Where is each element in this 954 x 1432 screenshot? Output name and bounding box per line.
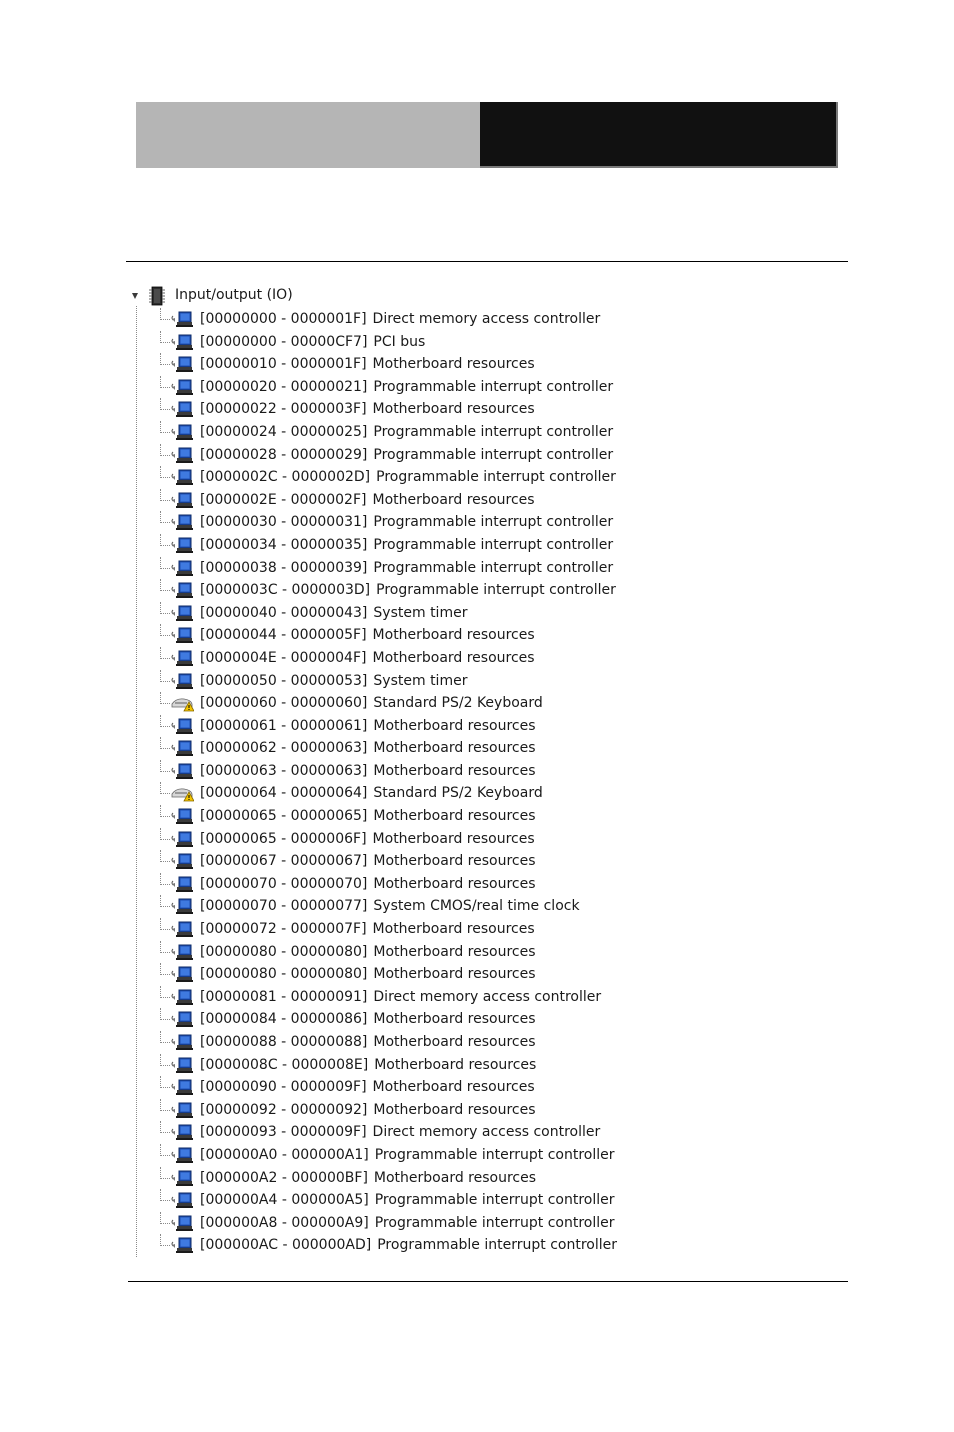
io-range: [00000065 - 00000065] bbox=[200, 808, 368, 825]
tree-branch-line bbox=[160, 364, 170, 365]
tree-branch-line bbox=[160, 477, 170, 478]
tree-branch-line bbox=[160, 1178, 170, 1179]
tree-branch-line bbox=[160, 997, 170, 998]
tree-branch-line bbox=[160, 906, 170, 907]
device-description: System timer bbox=[373, 604, 468, 621]
system-device-icon bbox=[170, 943, 194, 961]
system-device-icon bbox=[170, 559, 194, 577]
io-range: [00000000 - 00000CF7] bbox=[200, 333, 368, 350]
tree-item[interactable] bbox=[128, 963, 848, 986]
io-range-label bbox=[200, 1192, 614, 1208]
io-range: [0000002E - 0000002F] bbox=[200, 491, 367, 508]
io-range: [00000064 - 00000064] bbox=[200, 785, 368, 802]
io-range: [00000067 - 00000067] bbox=[200, 853, 368, 870]
device-description: Programmable interrupt controller bbox=[373, 536, 614, 553]
device-description: Programmable interrupt controller bbox=[373, 514, 614, 531]
io-range-label bbox=[200, 424, 613, 440]
device-description: Motherboard resources bbox=[372, 921, 535, 938]
io-range: [00000072 - 0000007F] bbox=[200, 921, 367, 938]
system-device-icon bbox=[170, 1101, 194, 1119]
tree-item[interactable] bbox=[128, 624, 848, 647]
io-range: [00000063 - 00000063] bbox=[200, 762, 368, 779]
tree-item[interactable] bbox=[128, 331, 848, 354]
tree-branch-line bbox=[160, 1223, 170, 1224]
io-range-label bbox=[200, 740, 536, 756]
system-device-icon bbox=[170, 378, 194, 396]
tree-branch-line bbox=[160, 1019, 170, 1020]
tree-item[interactable] bbox=[128, 534, 848, 557]
system-device-icon bbox=[170, 988, 194, 1006]
io-range-label bbox=[200, 447, 613, 463]
tree-branch-line bbox=[160, 545, 170, 546]
tree-branch-line bbox=[160, 884, 170, 885]
io-range-label bbox=[200, 1170, 536, 1186]
device-description: Motherboard resources bbox=[372, 1079, 535, 1096]
tree-item[interactable] bbox=[128, 1212, 848, 1235]
io-range: [00000024 - 00000025] bbox=[200, 423, 368, 440]
io-range: [00000084 - 00000086] bbox=[200, 1011, 368, 1028]
tree-item[interactable] bbox=[128, 1189, 848, 1212]
system-device-icon bbox=[170, 513, 194, 531]
system-device-icon bbox=[170, 897, 194, 915]
tree-branch-line bbox=[160, 1110, 170, 1111]
tree-branch-line bbox=[160, 1132, 170, 1133]
tree-item[interactable] bbox=[128, 692, 848, 715]
tree-item[interactable] bbox=[128, 308, 848, 331]
tree-item[interactable] bbox=[128, 1099, 848, 1122]
device-description: System CMOS/real time clock bbox=[373, 898, 580, 915]
io-range-label bbox=[200, 808, 536, 824]
tree-branch-line bbox=[160, 681, 170, 682]
io-range: [00000080 - 00000080] bbox=[200, 966, 368, 983]
tree-item[interactable] bbox=[128, 828, 848, 851]
device-description: Motherboard resources bbox=[373, 875, 536, 892]
device-description: Direct memory access controller bbox=[372, 1124, 601, 1141]
io-range-label bbox=[200, 989, 601, 1005]
io-range-label bbox=[200, 831, 535, 847]
tree-item[interactable] bbox=[128, 895, 848, 918]
tree-item[interactable] bbox=[128, 986, 848, 1009]
tree-branch-line bbox=[160, 771, 170, 772]
system-device-icon bbox=[170, 446, 194, 464]
device-description: Motherboard resources bbox=[372, 830, 535, 847]
device-description: System timer bbox=[373, 672, 468, 689]
tree-branch-line bbox=[160, 952, 170, 953]
io-range-label bbox=[200, 763, 536, 779]
system-device-icon bbox=[170, 1191, 194, 1209]
io-range-label bbox=[200, 605, 467, 621]
io-range: [00000000 - 0000001F] bbox=[200, 311, 367, 327]
device-description: Standard PS/2 Keyboard bbox=[373, 695, 543, 712]
tree-item[interactable] bbox=[128, 760, 848, 783]
device-description: Programmable interrupt controller bbox=[376, 469, 616, 486]
io-range: [0000004E - 0000004F] bbox=[200, 649, 367, 666]
device-description: Motherboard resources bbox=[373, 943, 536, 960]
tree-item[interactable] bbox=[128, 1167, 848, 1190]
keyboard-warning-icon bbox=[170, 694, 194, 712]
io-range-label bbox=[200, 311, 600, 327]
device-description: Motherboard resources bbox=[373, 740, 536, 757]
device-description: Motherboard resources bbox=[373, 717, 536, 734]
io-range-label bbox=[200, 718, 536, 734]
device-description: Motherboard resources bbox=[373, 808, 536, 825]
io-range-label bbox=[200, 356, 535, 372]
device-description: Motherboard resources bbox=[372, 627, 535, 644]
io-range-label bbox=[200, 469, 616, 485]
tree-branch-line bbox=[160, 455, 170, 456]
device-description: Programmable interrupt controller bbox=[377, 1237, 617, 1254]
tree-branch-line bbox=[160, 432, 170, 433]
tree-item[interactable] bbox=[128, 805, 848, 828]
tree-branch-line bbox=[160, 387, 170, 388]
io-range: [00000050 - 00000053] bbox=[200, 672, 368, 689]
device-description: Motherboard resources bbox=[373, 966, 536, 983]
tree-branch-line bbox=[160, 590, 170, 591]
system-device-icon bbox=[170, 581, 194, 599]
io-range: [0000003C - 0000003D] bbox=[200, 582, 371, 599]
tree-item[interactable] bbox=[128, 466, 848, 489]
system-device-icon bbox=[170, 852, 194, 870]
device-description: Motherboard resources bbox=[372, 356, 535, 373]
device-description: Motherboard resources bbox=[372, 401, 535, 418]
io-range: [0000008C - 0000008E] bbox=[200, 1056, 369, 1073]
device-description: Motherboard resources bbox=[374, 1056, 537, 1073]
tree-item[interactable] bbox=[128, 602, 848, 625]
io-range: [00000010 - 0000001F] bbox=[200, 356, 367, 373]
io-range-label bbox=[200, 492, 535, 508]
io-range: [00000040 - 00000043] bbox=[200, 604, 368, 621]
tree-item[interactable] bbox=[128, 737, 848, 760]
tree-branch-line bbox=[160, 1200, 170, 1201]
tree-branch-line bbox=[160, 319, 170, 320]
tree-item[interactable] bbox=[128, 873, 848, 896]
system-device-icon bbox=[170, 491, 194, 509]
system-device-icon bbox=[170, 1010, 194, 1028]
io-range: [000000A4 - 000000A5] bbox=[200, 1192, 369, 1209]
io-range: [00000081 - 00000091] bbox=[200, 988, 368, 1005]
tree-item[interactable] bbox=[128, 1031, 848, 1054]
tree-branch-line bbox=[160, 929, 170, 930]
system-device-icon bbox=[170, 965, 194, 983]
device-description: Standard PS/2 Keyboard bbox=[373, 785, 543, 802]
io-range: [000000AC - 000000AD] bbox=[200, 1237, 372, 1254]
tree-item[interactable] bbox=[128, 579, 848, 602]
io-range-label bbox=[200, 537, 613, 553]
system-device-icon bbox=[170, 1078, 194, 1096]
io-range-label bbox=[200, 853, 536, 869]
io-range: [000000A0 - 000000A1] bbox=[200, 1146, 369, 1163]
io-range: [00000093 - 0000009F] bbox=[200, 1124, 367, 1141]
tree-branch-line bbox=[160, 1042, 170, 1043]
system-device-icon bbox=[170, 672, 194, 690]
tree-branch-line bbox=[160, 500, 170, 501]
io-range-label bbox=[200, 1034, 536, 1050]
tree-branch-line bbox=[160, 974, 170, 975]
io-range-label bbox=[200, 921, 535, 937]
system-device-icon bbox=[170, 739, 194, 757]
device-description: PCI bus bbox=[373, 333, 426, 350]
system-device-icon bbox=[170, 468, 194, 486]
header-band-left bbox=[136, 102, 480, 168]
device-description: Programmable interrupt controller bbox=[373, 423, 614, 440]
tree-branch-line bbox=[160, 1065, 170, 1066]
io-range: [00000065 - 0000006F] bbox=[200, 830, 367, 847]
io-range-label bbox=[200, 650, 535, 666]
system-device-icon bbox=[170, 536, 194, 554]
io-range: [00000044 - 0000005F] bbox=[200, 627, 367, 644]
collapse-arrow-icon[interactable] bbox=[132, 293, 138, 299]
tree-item[interactable] bbox=[128, 1234, 848, 1257]
io-range-label bbox=[200, 876, 536, 892]
io-range-label bbox=[200, 401, 535, 417]
system-device-icon bbox=[170, 875, 194, 893]
tree-branch-line bbox=[160, 839, 170, 840]
device-description: Motherboard resources bbox=[372, 649, 535, 666]
io-range-label bbox=[200, 898, 580, 914]
system-device-icon bbox=[170, 1123, 194, 1141]
io-range: [00000088 - 00000088] bbox=[200, 1034, 368, 1050]
tree-item[interactable] bbox=[128, 376, 848, 399]
io-range: [00000090 - 0000009F] bbox=[200, 1079, 367, 1096]
io-range: [00000092 - 00000092] bbox=[200, 1101, 368, 1118]
tree-item[interactable] bbox=[128, 850, 848, 873]
tree-item[interactable] bbox=[128, 1076, 848, 1099]
tree-branch-line bbox=[160, 793, 170, 794]
system-device-icon bbox=[170, 807, 194, 825]
io-range: [000000A8 - 000000A9] bbox=[200, 1214, 369, 1231]
tree-item[interactable] bbox=[128, 1144, 848, 1167]
io-range-label bbox=[200, 1147, 614, 1163]
tree-root-label: Input/output (IO) bbox=[175, 287, 293, 303]
io-range: [00000070 - 00000077] bbox=[200, 898, 368, 915]
tree-branch-line bbox=[160, 816, 170, 817]
tree-item[interactable] bbox=[128, 670, 848, 693]
system-device-icon bbox=[170, 1146, 194, 1164]
device-description: Programmable interrupt controller bbox=[373, 378, 614, 395]
keyboard-warning-icon bbox=[170, 784, 194, 802]
io-range: [0000002C - 0000002D] bbox=[200, 469, 371, 486]
tree-branch-line bbox=[160, 635, 170, 636]
bottom-divider bbox=[128, 1281, 848, 1282]
io-range: [00000020 - 00000021] bbox=[200, 378, 368, 395]
io-range-label bbox=[200, 1237, 617, 1253]
tree-item[interactable] bbox=[128, 1008, 848, 1031]
tree-branch-line bbox=[160, 522, 170, 523]
io-range-label bbox=[200, 944, 536, 960]
tree-branch-line bbox=[160, 1087, 170, 1088]
system-device-icon bbox=[170, 1214, 194, 1232]
system-device-icon bbox=[170, 423, 194, 441]
tree-item[interactable] bbox=[128, 421, 848, 444]
io-range-label bbox=[200, 627, 535, 643]
io-range: [00000061 - 00000061] bbox=[200, 717, 368, 734]
device-description: Direct memory access controller bbox=[373, 988, 602, 1005]
device-description: Programmable interrupt controller bbox=[376, 582, 616, 599]
system-device-icon bbox=[170, 762, 194, 780]
io-chip-icon bbox=[148, 286, 166, 306]
io-range: [00000022 - 0000003F] bbox=[200, 401, 367, 418]
device-description: Motherboard resources bbox=[373, 853, 536, 870]
tree-item[interactable] bbox=[128, 782, 848, 805]
tree-branch-line bbox=[160, 1155, 170, 1156]
tree-item[interactable] bbox=[128, 353, 848, 376]
io-range: [00000080 - 00000080] bbox=[200, 943, 368, 960]
io-range-label bbox=[200, 560, 613, 576]
device-description: Programmable interrupt controller bbox=[373, 559, 614, 576]
io-range: [00000028 - 00000029] bbox=[200, 446, 368, 463]
tree-item[interactable] bbox=[128, 715, 848, 738]
tree-branch-line bbox=[160, 726, 170, 727]
io-range-label bbox=[200, 695, 543, 711]
io-range-label bbox=[200, 966, 536, 982]
device-description: Motherboard resources bbox=[372, 491, 535, 508]
io-range: [00000060 - 00000060] bbox=[200, 695, 368, 712]
io-range: [00000030 - 00000031] bbox=[200, 514, 368, 531]
system-device-icon bbox=[170, 830, 194, 848]
system-device-icon bbox=[170, 333, 194, 351]
device-manager-tree bbox=[128, 284, 848, 1264]
io-range-label bbox=[200, 1079, 535, 1095]
device-description: Motherboard resources bbox=[373, 1169, 537, 1186]
device-description: Programmable interrupt controller bbox=[373, 446, 614, 463]
tree-item[interactable] bbox=[128, 918, 848, 941]
system-device-icon bbox=[170, 1169, 194, 1187]
tree-branch-line bbox=[160, 1245, 170, 1246]
tree-branch-line bbox=[160, 861, 170, 862]
system-device-icon bbox=[170, 649, 194, 667]
tree-branch-line bbox=[160, 409, 170, 410]
system-device-icon bbox=[170, 1033, 194, 1051]
io-range-label bbox=[200, 1057, 536, 1073]
system-device-icon bbox=[170, 310, 194, 328]
tree-branch-line bbox=[160, 748, 170, 749]
system-device-icon bbox=[170, 1236, 194, 1254]
system-device-icon bbox=[170, 920, 194, 938]
tree-item[interactable] bbox=[128, 489, 848, 512]
tree-branch-line bbox=[160, 703, 170, 704]
io-range-label bbox=[200, 582, 616, 598]
device-description: Direct memory access controller bbox=[372, 311, 601, 327]
io-range: [00000070 - 00000070] bbox=[200, 875, 368, 892]
io-range: [000000A2 - 000000BF] bbox=[200, 1169, 368, 1186]
tree-item[interactable] bbox=[128, 398, 848, 421]
header-band-right bbox=[480, 102, 838, 168]
tree-item[interactable] bbox=[128, 557, 848, 580]
device-description: Motherboard resources bbox=[373, 1011, 536, 1028]
system-device-icon bbox=[170, 1056, 194, 1074]
io-range: [00000034 - 00000035] bbox=[200, 536, 368, 553]
io-range-label bbox=[200, 1011, 536, 1027]
io-range-label bbox=[200, 1124, 600, 1140]
tree-children bbox=[128, 308, 848, 1257]
device-description: Programmable interrupt controller bbox=[374, 1146, 615, 1163]
device-description: Programmable interrupt controller bbox=[374, 1192, 615, 1209]
io-range-label bbox=[200, 514, 613, 530]
io-range-label bbox=[200, 673, 467, 689]
io-range-label bbox=[200, 1102, 536, 1118]
system-device-icon bbox=[170, 717, 194, 735]
io-range: [00000062 - 00000063] bbox=[200, 740, 368, 757]
top-divider bbox=[126, 261, 848, 262]
tree-item[interactable] bbox=[128, 1121, 848, 1144]
tree-item[interactable] bbox=[128, 511, 848, 534]
system-device-icon bbox=[170, 355, 194, 373]
device-description: Motherboard resources bbox=[373, 1101, 536, 1118]
io-range-label bbox=[200, 334, 425, 350]
tree-item[interactable] bbox=[128, 1054, 848, 1077]
device-description: Motherboard resources bbox=[373, 762, 536, 779]
io-range: [00000038 - 00000039] bbox=[200, 559, 368, 576]
tree-item[interactable] bbox=[128, 941, 848, 964]
tree-item[interactable] bbox=[128, 444, 848, 467]
system-device-icon bbox=[170, 604, 194, 622]
io-range-label bbox=[200, 1215, 614, 1231]
device-description: Motherboard resources bbox=[373, 1034, 536, 1050]
tree-branch-line bbox=[160, 342, 170, 343]
tree-item[interactable] bbox=[128, 647, 848, 670]
tree-branch-line bbox=[160, 613, 170, 614]
io-range-label bbox=[200, 785, 543, 801]
tree-branch-line bbox=[160, 568, 170, 569]
device-description: Programmable interrupt controller bbox=[374, 1214, 615, 1231]
io-range-label bbox=[200, 379, 613, 395]
system-device-icon bbox=[170, 400, 194, 418]
tree-branch-line bbox=[160, 658, 170, 659]
system-device-icon bbox=[170, 626, 194, 644]
